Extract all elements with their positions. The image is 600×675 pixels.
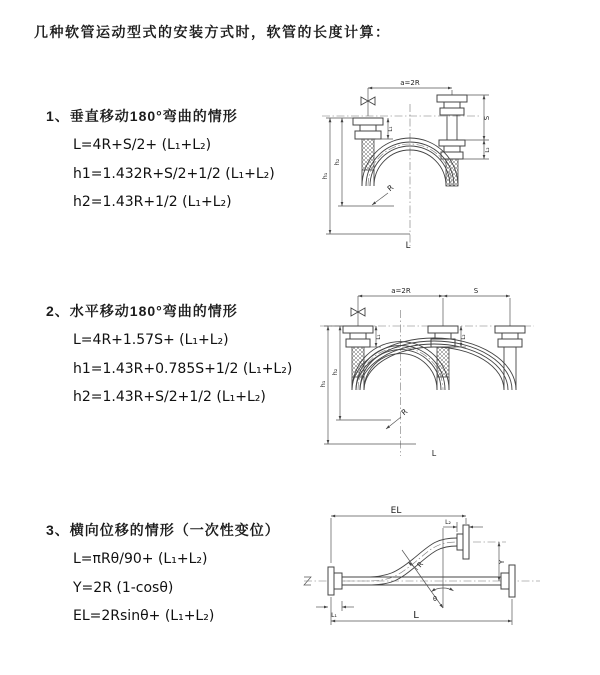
section3-formulas: [73, 545, 280, 631]
dim-label-h1: h₁: [321, 172, 329, 180]
angle-theta: [402, 528, 454, 608]
dim-label-a2r: a=2R: [400, 79, 420, 87]
dim-s: [443, 287, 510, 326]
formula-line: h2=1.43R+1/2 (L₁+L₂): [73, 194, 232, 210]
left-flange: [328, 567, 342, 595]
dim-label-l: L: [413, 610, 419, 621]
formula-line: Y=2R (1-cosθ): [73, 579, 174, 596]
braided-hose-section: [352, 347, 364, 377]
section2-formulas: [73, 326, 292, 412]
dim-l: [331, 597, 512, 625]
dim-r: [372, 183, 395, 205]
section1-heading: 1、垂直移动180°弯曲的情形: [46, 108, 238, 124]
dim-label-l1: L₁: [376, 334, 382, 340]
dim-s: [465, 95, 491, 140]
braided-hose-section: [362, 139, 374, 170]
dim-label-l1: L₁: [331, 612, 337, 619]
dim-r: [386, 407, 409, 429]
diagram-horizontal-180-bend: [306, 284, 556, 464]
dim-label-l2: L₂: [485, 147, 491, 153]
dim-label-l1: L₁: [388, 126, 394, 132]
section1-formulas: [73, 131, 275, 217]
dim-label-l: L: [405, 241, 411, 251]
dim-label-r: R: [385, 182, 396, 194]
dim-label-a2r: a=2R: [391, 287, 411, 295]
dim-label-el: EL: [390, 506, 402, 516]
dim-label-theta: θ: [433, 595, 437, 603]
formula-line: h2=1.43R+S/2+1/2 (L₁+L₂): [73, 389, 266, 405]
formula-line: h1=1.432R+S/2+1/2 (L₁+L₂): [73, 165, 275, 182]
dim-l2: [463, 140, 491, 159]
dim-label-y: Y: [498, 559, 506, 565]
hose-s-curve: [342, 538, 457, 585]
section-lateral-displacement: [46, 520, 280, 631]
raised-flange: [457, 525, 469, 559]
valve-icon: [351, 296, 365, 326]
page-title: 几种软管运动型式的安装方式时，软管的长度计算：: [34, 24, 391, 40]
middle-pipe-fitting: [428, 326, 458, 390]
section-vertical-movement: [46, 106, 275, 217]
braided-hose-section: [437, 347, 449, 377]
dim-label-h1: h₁: [319, 380, 327, 388]
section-horizontal-movement: [46, 301, 292, 412]
diagram-lateral-displacement: [296, 500, 546, 635]
dim-a2r: [358, 287, 443, 296]
formula-line: L=4R+S/2+ (L₁+L₂): [73, 137, 212, 153]
displaced-pipe-fitting: [495, 326, 525, 390]
formula-line: L=πRθ/90+ (L₁+L₂): [73, 551, 208, 567]
dim-l1: [316, 601, 354, 619]
left-pipe-fitting: [353, 118, 383, 186]
dim-label-h2: h₂: [333, 158, 341, 166]
valve-icon: [361, 88, 375, 116]
left-pipe-fitting: [343, 326, 373, 390]
formula-line: L=4R+1.57S+ (L₁+L₂): [73, 332, 229, 348]
dim-el: [331, 506, 466, 563]
section2-heading: 2、水平移动180°弯曲的情形: [46, 303, 238, 319]
dim-label-l: L: [431, 449, 437, 458]
dim-label-s: S: [473, 287, 479, 295]
formula-line: h1=1.43R+0.785S+1/2 (L₁+L₂): [73, 360, 293, 377]
dim-label-l2: L₂: [445, 519, 451, 526]
diagram-vertical-180-bend: [304, 72, 504, 262]
dim-label-r: R: [415, 560, 426, 570]
section3-heading: 3、横向位移的情形（一次性变位）: [46, 522, 280, 538]
dim-label-r: R: [399, 406, 410, 418]
dim-label-l2: L₂: [461, 334, 467, 340]
formula-line: EL=2Rsinθ+ (L₁+L₂): [73, 608, 215, 624]
dim-label-h2: h₂: [331, 368, 339, 376]
dim-label-s: S: [483, 115, 491, 121]
